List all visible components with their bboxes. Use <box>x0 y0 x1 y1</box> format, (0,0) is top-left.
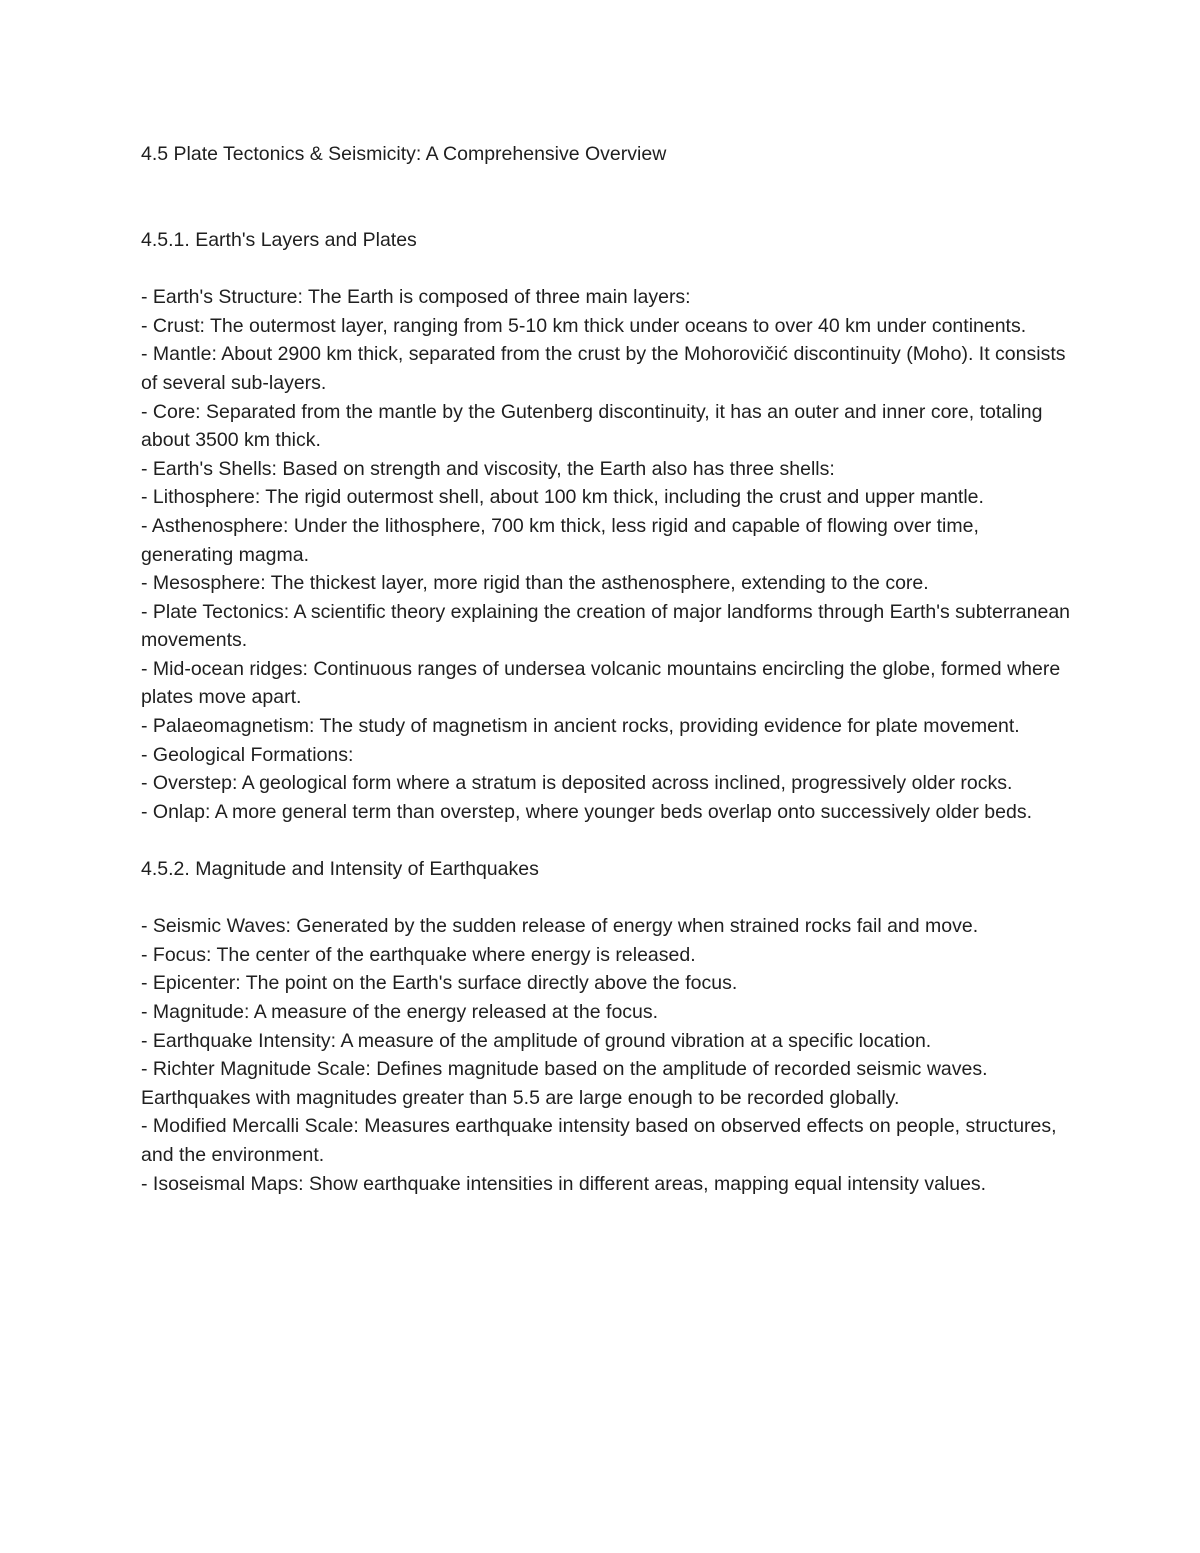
list-item: - Modified Mercalli Scale: Measures earthquake intensity based on observed effects on people, structures, and the environment. <box>141 1115 1057 1166</box>
list-item: - Earthquake Intensity: A measure of the amplitude of ground vibration at a specific location. <box>141 1029 932 1052</box>
list-item: - Plate Tectonics: A scientific theory explaining the creation of major landforms through Earth's subterranean movements. <box>141 600 1071 652</box>
list-item: - Lithosphere: The rigid outermost shell, about 100 km thick, including the crust and upper mantle. <box>141 486 984 509</box>
section-heading: 4.5.1. Earth's Layers and Plates <box>141 228 417 251</box>
list-item: - Core: Separated from the mantle by the Gutenberg discontinuity, it has an outer and inner core, totaling about 3500 km thick. <box>141 400 1043 452</box>
list-item: - Mesosphere: The thickest layer, more rigid than the asthenosphere, extending to the core. <box>141 572 929 595</box>
list-item: - Seismic Waves: Generated by the sudden release of energy when strained rocks fail and move. <box>141 915 979 938</box>
spacer <box>141 884 1071 913</box>
list-item: - Palaeomagnetism: The study of magnetism in ancient rocks, providing evidence for plate movement. <box>141 715 1020 738</box>
list-item: - Crust: The outermost layer, ranging from 5-10 km thick under oceans to over 40 km under continents. <box>141 314 1027 337</box>
section-heading: 4.5.2. Magnitude and Intensity of Earthquakes <box>141 858 539 881</box>
list-item: - Earth's Structure: The Earth is composed of three main layers: <box>141 286 691 309</box>
list-item: - Overstep: A geological form where a stratum is deposited across inclined, progressively older rocks. <box>141 772 1013 795</box>
list-item: - Mantle: About 2900 km thick, separated from the crust by the Mohorovičić discontinuity (Moho). It consists of several sub-layers. <box>141 343 1066 394</box>
list-item: - Magnitude: A measure of the energy released at the focus. <box>141 1001 659 1024</box>
spacer <box>141 255 1071 284</box>
spacer <box>141 826 1071 855</box>
section-magnitude-intensity <box>141 855 1071 1198</box>
list-item: - Asthenosphere: Under the lithosphere, 700 km thick, less rigid and capable of flowing over time, generating magma. <box>141 514 979 566</box>
list-item: - Earth's Shells: Based on strength and viscosity, the Earth also has three shells: <box>141 457 835 480</box>
document-title: 4.5 Plate Tectonics & Seismicity: A Comprehensive Overview <box>141 143 667 165</box>
list-item: - Mid-ocean ridges: Continuous ranges of undersea volcanic mountains encircling the globe, formed where plates move apart. <box>141 657 1061 709</box>
list-item: - Geological Formations: <box>141 743 354 766</box>
list-item: - Focus: The center of the earthquake where energy is released. <box>141 943 696 966</box>
spacer <box>141 169 1071 226</box>
list-item: - Epicenter: The point on the Earth's surface directly above the focus. <box>141 972 738 995</box>
list-item: - Onlap: A more general term than overstep, where younger beds overlap onto successively older beds. <box>141 800 1032 823</box>
document-page <box>141 140 1071 1198</box>
list-item: - Richter Magnitude Scale: Defines magnitude based on the amplitude of recorded seismic waves. Earthquakes with magnitudes greater than 5.5 are large enough to be recorded globally. <box>141 1058 988 1109</box>
section-earths-layers <box>141 226 1071 826</box>
list-item: - Isoseismal Maps: Show earthquake intensities in different areas, mapping equal intensity values. <box>141 1172 987 1195</box>
